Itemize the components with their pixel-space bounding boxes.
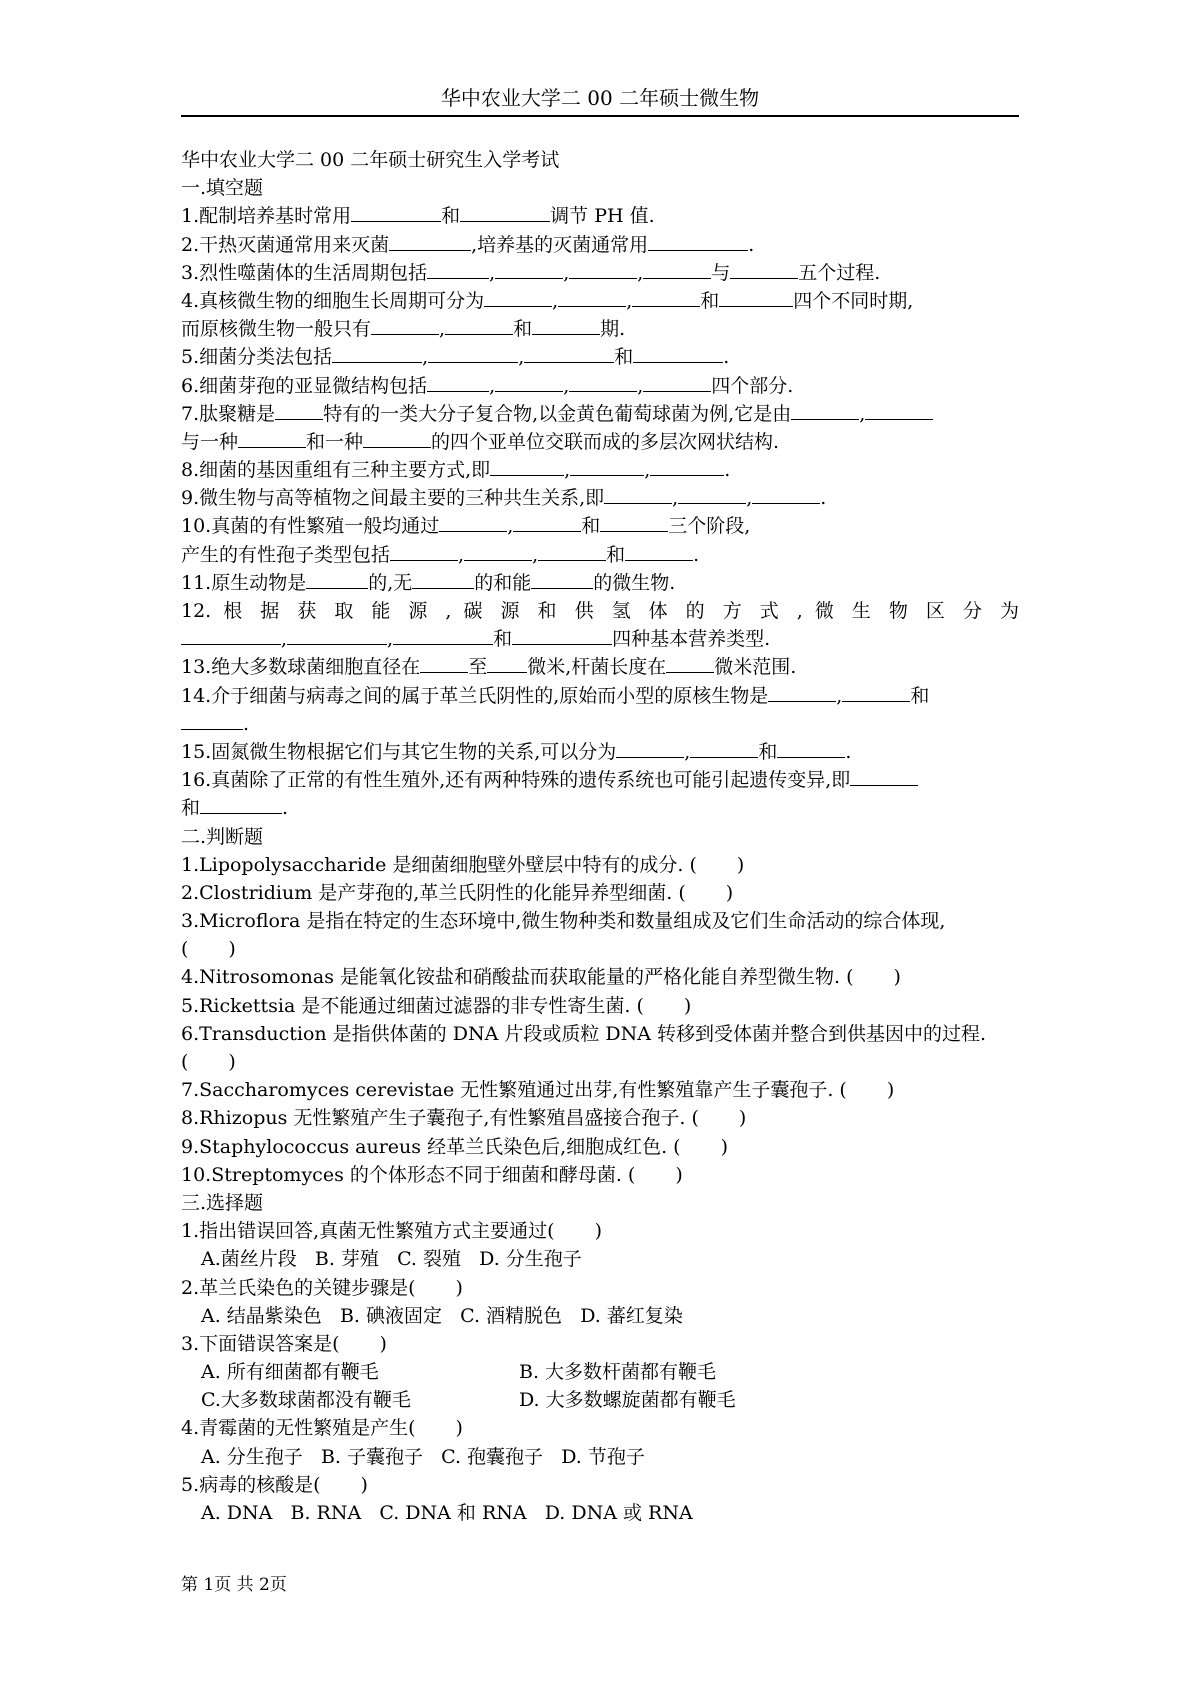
blank[interactable] bbox=[604, 485, 672, 504]
blank[interactable] bbox=[643, 260, 711, 279]
question-5: 5.细菌分类法包括 , , 和 . bbox=[181, 346, 730, 369]
blank[interactable] bbox=[428, 344, 518, 363]
blank[interactable] bbox=[495, 260, 563, 279]
option-d[interactable]: D. DNA 或 RNA bbox=[544, 1502, 693, 1524]
option-a[interactable]: A. 所有细菌都有鞭毛 bbox=[201, 1361, 379, 1384]
option-d[interactable]: D. 分生孢子 bbox=[479, 1248, 582, 1271]
blank[interactable] bbox=[643, 373, 711, 392]
option-a[interactable]: A. DNA bbox=[201, 1502, 273, 1524]
question-10-cont: 产生的有性孢子类型包括 , , 和 . bbox=[181, 543, 700, 566]
question-12: 12. 根 据 获 取 能 源 , 碳 源 和 供 氢 体 的 方 式 , 微 生 物 区 分 为 bbox=[181, 600, 1019, 622]
mc-options-4 bbox=[181, 1443, 1019, 1471]
blank[interactable] bbox=[600, 513, 668, 532]
blank[interactable] bbox=[512, 626, 612, 645]
option-b[interactable]: B. 大多数杆菌都有鞭毛 bbox=[519, 1361, 717, 1384]
question-11: 11.原生动物是 的,无 的和能 的微生物. bbox=[181, 571, 676, 594]
blank[interactable] bbox=[287, 626, 387, 645]
blank[interactable] bbox=[363, 429, 431, 448]
tf-item-3: 3.Microflora 是指在特定的生态环境中,微生物种类和数量组成及它们生命活动的综合体现, bbox=[181, 910, 946, 933]
mc-question-1: 1.指出错误回答,真菌无性繁殖方式主要通过( ) bbox=[181, 1220, 603, 1243]
blank[interactable] bbox=[495, 373, 563, 392]
exam-content bbox=[181, 146, 1019, 1527]
question-13: 13.绝大多数球菌细胞直径在 至 微米,杆菌长度在 微米范围. bbox=[181, 656, 797, 679]
option-d[interactable]: D. 蕃红复染 bbox=[580, 1304, 683, 1327]
blank[interactable] bbox=[730, 260, 798, 279]
question-15: 15.固氮微生物根据它们与其它生物的关系,可以分为 , 和 . bbox=[181, 740, 852, 763]
question-7-cont: 与一种 和一种 的四个亚单位交联而成的多层次网状结构. bbox=[181, 430, 780, 453]
blank[interactable] bbox=[633, 344, 723, 363]
option-b[interactable]: B. 子囊孢子 bbox=[320, 1445, 423, 1468]
blank[interactable] bbox=[842, 683, 910, 702]
blank[interactable] bbox=[181, 626, 281, 645]
question-16-cont: 和 . bbox=[181, 797, 289, 820]
question-12-cont: , , 和 四种基本营养类型. bbox=[181, 625, 1019, 653]
blank[interactable] bbox=[306, 570, 368, 589]
blank[interactable] bbox=[650, 457, 724, 476]
mc-options-5 bbox=[181, 1499, 1019, 1527]
blank[interactable] bbox=[768, 683, 836, 702]
blank[interactable] bbox=[531, 570, 593, 589]
mc-options-1 bbox=[181, 1245, 1019, 1273]
blank[interactable] bbox=[690, 739, 758, 758]
blank[interactable] bbox=[484, 288, 552, 307]
blank[interactable] bbox=[351, 203, 441, 222]
blank[interactable] bbox=[616, 739, 684, 758]
blank[interactable] bbox=[850, 767, 918, 786]
blank[interactable] bbox=[632, 288, 700, 307]
blank[interactable] bbox=[389, 232, 471, 251]
option-d[interactable]: D. 节孢子 bbox=[561, 1445, 645, 1468]
option-c[interactable]: C. DNA 和 RNA bbox=[379, 1502, 527, 1524]
tf-item-7: 7.Saccharomyces cerevistae 无性繁殖通过出芽,有性繁殖靠产生子囊孢子. ( ) bbox=[181, 1079, 895, 1102]
blank[interactable] bbox=[393, 626, 493, 645]
blank[interactable] bbox=[420, 654, 468, 673]
section-heading-multiple-choice: 三.选择题 bbox=[181, 1191, 264, 1214]
blank[interactable] bbox=[238, 429, 306, 448]
blank[interactable] bbox=[791, 401, 859, 420]
blank[interactable] bbox=[460, 203, 550, 222]
section-heading-true-false: 二.判断题 bbox=[181, 825, 264, 848]
blank[interactable] bbox=[752, 485, 820, 504]
tf-item-6-cont: ( ) bbox=[181, 1051, 236, 1073]
blank[interactable] bbox=[427, 373, 489, 392]
blank[interactable] bbox=[569, 260, 637, 279]
option-c[interactable]: C. 裂殖 bbox=[397, 1248, 462, 1271]
question-6: 6.细菌芽孢的亚显微结构包括 , , , 四个部分. bbox=[181, 374, 794, 397]
mc-question-3: 3.下面错误答案是( ) bbox=[181, 1332, 387, 1355]
tf-item-2: 2.Clostridium 是产芽孢的,革兰氏阴性的化能异养型细菌. ( ) bbox=[181, 881, 734, 904]
option-b[interactable]: B. RNA bbox=[290, 1502, 362, 1524]
question-2: 2.干热灭菌通常用来灭菌 ,培养基的灭菌通常用 . bbox=[181, 233, 755, 256]
blank[interactable] bbox=[439, 513, 507, 532]
blank[interactable] bbox=[275, 401, 323, 420]
option-c[interactable]: C. 酒精脱色 bbox=[460, 1304, 563, 1327]
question-14: 14.介于细菌与病毒之间的属于革兰氏阴性的,原始而小型的原核生物是 , 和 bbox=[181, 684, 930, 707]
blank[interactable] bbox=[200, 795, 282, 814]
blank[interactable] bbox=[777, 739, 845, 758]
option-d[interactable]: D. 大多数螺旋菌都有鞭毛 bbox=[519, 1389, 736, 1412]
blank[interactable] bbox=[513, 513, 581, 532]
tf-item-8: 8.Rhizopus 无性繁殖产生子囊孢子,有性繁殖昌盛接合孢子. ( ) bbox=[181, 1107, 747, 1130]
mc-options-3-row-2 bbox=[181, 1386, 1019, 1414]
blank[interactable] bbox=[648, 232, 748, 251]
option-c[interactable]: C.大多数球菌都没有鞭毛 bbox=[201, 1389, 411, 1412]
question-4: 4.真核微生物的细胞生长周期可分为 , , 和 四个不同时期, bbox=[181, 289, 914, 312]
exam-title: 华中农业大学二 00 二年硕士研究生入学考试 bbox=[181, 149, 560, 171]
question-1: 1.配制培养基时常用 和 调节 PH 值. bbox=[181, 205, 655, 228]
question-10: 10.真菌的有性繁殖一般均通过 , 和 三个阶段, bbox=[181, 515, 751, 538]
blank[interactable] bbox=[570, 457, 644, 476]
mc-options-3-row-1 bbox=[181, 1358, 1019, 1386]
blank[interactable] bbox=[538, 542, 606, 561]
blank[interactable] bbox=[524, 344, 614, 363]
blank[interactable] bbox=[719, 288, 793, 307]
blank[interactable] bbox=[666, 654, 714, 673]
blank[interactable] bbox=[569, 373, 637, 392]
blank[interactable] bbox=[332, 344, 422, 363]
blank[interactable] bbox=[445, 316, 513, 335]
blank[interactable] bbox=[412, 570, 474, 589]
question-16: 16.真菌除了正常的有性生殖外,还有两种特殊的遗传系统也可能引起遗传变异,即 bbox=[181, 766, 1019, 794]
blank[interactable] bbox=[464, 542, 532, 561]
mc-question-2: 2.革兰氏染色的关键步骤是( ) bbox=[181, 1276, 463, 1299]
tf-item-1: 1.Lipopolysaccharide 是细菌细胞壁外壁层中特有的成分. ( ) bbox=[181, 853, 745, 876]
blank[interactable] bbox=[390, 542, 458, 561]
blank[interactable] bbox=[487, 654, 527, 673]
mc-question-4: 4.青霉菌的无性繁殖是产生( ) bbox=[181, 1417, 463, 1440]
blank[interactable] bbox=[181, 711, 243, 730]
question-7: 7.肽聚糖是 特有的一类大分子复合物,以金黄色葡萄球菌为例,它是由 , bbox=[181, 400, 1019, 428]
tf-item-10: 10.Streptomyces 的个体形态不同于细菌和酵母菌. ( ) bbox=[181, 1163, 683, 1186]
question-14-cont: . bbox=[181, 710, 1019, 738]
blank[interactable] bbox=[865, 401, 933, 420]
blank[interactable] bbox=[678, 485, 746, 504]
blank[interactable] bbox=[371, 316, 439, 335]
tf-item-5: 5.Rickettsia 是不能通过细菌过滤器的非专性寄生菌. ( ) bbox=[181, 994, 692, 1017]
blank[interactable] bbox=[558, 288, 626, 307]
header-divider bbox=[181, 115, 1019, 117]
tf-item-6: 6.Transduction 是指供体菌的 DNA 片段或质粒 DNA 转移到受体菌并整合到供基因中的过程. bbox=[181, 1022, 987, 1045]
question-3: 3.烈性噬菌体的生活周期包括 , , , 与 五个过程. bbox=[181, 261, 881, 284]
option-b[interactable]: B. 碘液固定 bbox=[339, 1304, 442, 1327]
option-a[interactable]: A.菌丝片段 bbox=[201, 1248, 297, 1271]
tf-item-4: 4.Nitrosomonas 是能氧化铵盐和硝酸盐而获取能量的严格化能自养型微生物. ( ) bbox=[181, 966, 901, 989]
blank[interactable] bbox=[625, 542, 693, 561]
question-9: 9.微生物与高等植物之间最主要的三种共生关系,即 , , . bbox=[181, 487, 827, 510]
question-4-cont: 而原核微生物一般只有 , 和 期. bbox=[181, 318, 626, 341]
option-c[interactable]: C. 孢囊孢子 bbox=[441, 1445, 544, 1468]
tf-item-9: 9.Staphylococcus aureus 经革兰氏染色后,细胞成红色. ( ) bbox=[181, 1135, 729, 1158]
blank[interactable] bbox=[532, 316, 600, 335]
option-a[interactable]: A. 分生孢子 bbox=[201, 1445, 303, 1468]
blank[interactable] bbox=[490, 457, 564, 476]
mc-question-5: 5.病毒的核酸是( ) bbox=[181, 1473, 368, 1496]
section-heading-fill-in: 一.填空题 bbox=[181, 177, 264, 200]
question-8: 8.细菌的基因重组有三种主要方式,即 , , . bbox=[181, 459, 731, 482]
page-number: 第 1页 共 2页 bbox=[181, 1575, 287, 1595]
page-header: 华中农业大学二 00 二年硕士微生物 bbox=[440, 86, 760, 110]
mc-options-2 bbox=[181, 1302, 1019, 1330]
blank[interactable] bbox=[427, 260, 489, 279]
option-a[interactable]: A. 结晶紫染色 bbox=[201, 1304, 322, 1327]
tf-item-3-cont: ( ) bbox=[181, 938, 236, 961]
option-b[interactable]: B. 芽殖 bbox=[314, 1248, 379, 1271]
